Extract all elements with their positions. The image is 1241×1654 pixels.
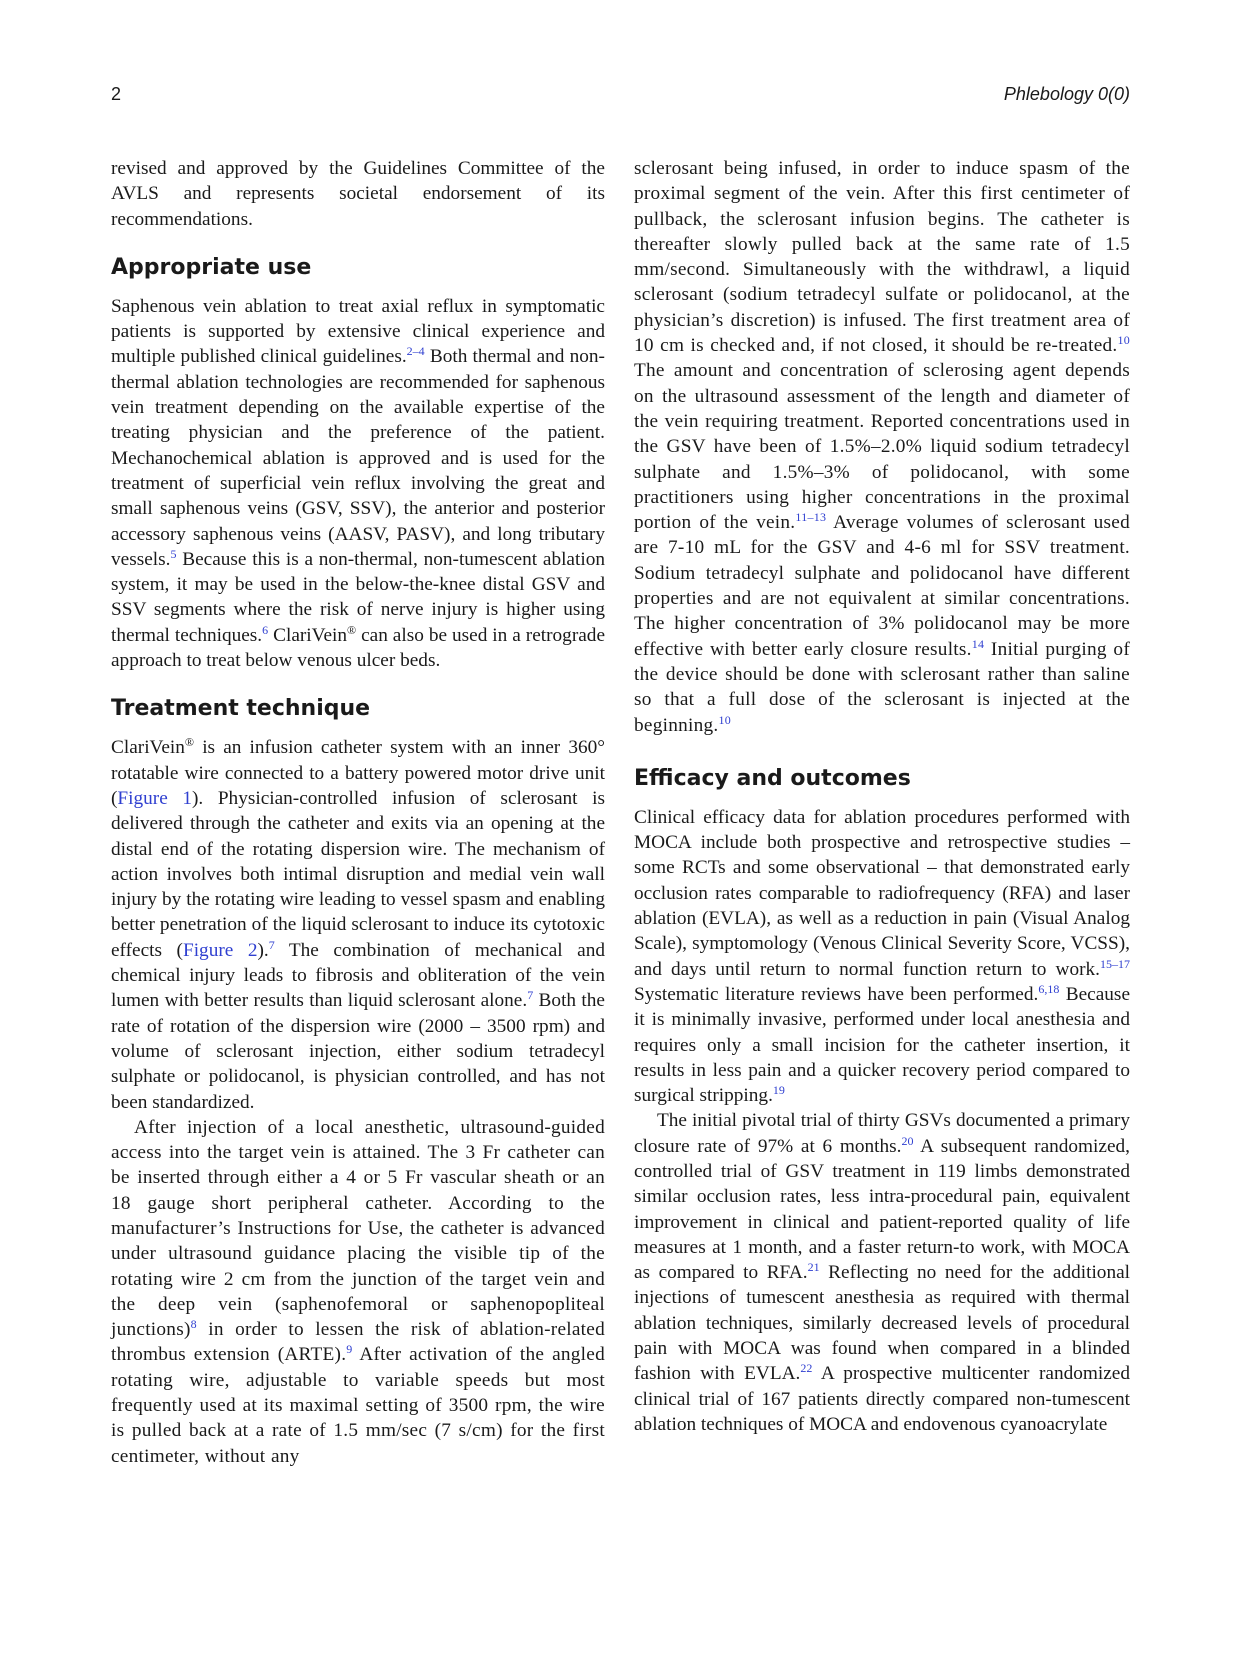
running-header xyxy=(111,84,1130,112)
citation-link[interactable]: 5 xyxy=(170,546,177,561)
section-heading-appropriate-use: Appropriate use xyxy=(111,254,312,280)
text-run: A subsequent randomized, controlled trial of GSV treatment in 119 limbs demonstrated similar occlusion rates, less intra-procedural pain, equivalent improvement in clinical and patient-reported quality of life measures at 1 month, and a faster return-to work, with MOCA as compared to RFA. xyxy=(634,1135,1130,1284)
text-run: Systematic literature reviews have been performed. xyxy=(634,983,1039,1005)
text-run: ClariVein xyxy=(268,624,347,646)
text-run: After injection of a local anesthetic, ultrasound-guided access into the target vein is attained. The 3 Fr catheter can be inserted through either a 4 or 5 Fr vascular sheath or an 18 gauge short peripheral catheter. According to the manufacturer’s Instructions for Use, the catheter is advanced under ultrasound guidance placing the visible tip of the rotating wire 2 cm from the junction of the target vein and the deep vein (saphenofemoral or saphenopopliteal junctions) xyxy=(111,1116,605,1341)
text-run: The amount and concentration of sclerosing agent depends on the ultrasound assessment of the length and diameter of the vein requiring treatment. Reported concentrations used in the GSV have been of 1.5%–2.0% liquid sodium tetradecyl sulphate and 1.5%–3% of polidocanol, with some practitioners using higher concentrations in the proximal portion of the vein. xyxy=(634,360,1130,534)
left-column xyxy=(111,156,605,1469)
citation-link[interactable]: 19 xyxy=(772,1083,785,1098)
citation-link[interactable]: 6,18 xyxy=(1038,981,1060,996)
citation-link[interactable]: 10 xyxy=(718,712,731,727)
registered-mark: ® xyxy=(347,622,357,637)
figure-link[interactable]: Figure 1 xyxy=(117,787,192,809)
citation-link[interactable]: 21 xyxy=(807,1260,820,1275)
registered-mark: ® xyxy=(184,735,195,750)
citation-link[interactable]: 7 xyxy=(527,988,534,1003)
section-heading-treatment-technique: Treatment technique xyxy=(111,696,371,722)
text-run: A prospective multicenter randomized clinical trial of 167 patients directly compared non-tumescent ablation techniques of MOCA and endovenous cyanoacrylate xyxy=(634,1363,1131,1435)
text-run: The combination of mechanical and chemical injury leads to fibrosis and obliteration of the vein lumen with better results than liquid sclerosant alone. xyxy=(111,939,605,1012)
text-run: Both thermal and non-thermal ablation technologies are recommended for saphenous vein treatment depending on the available expertise of the treating physician and the preference of the patient. Mechanochemical ablation is approved and is used for the treatment of superficial vein reflux involving the great and small saphenous veins (GSV, SSV), the anterior and posterior accessory saphenous veins (AASV, PASV), and long tributary vessels. xyxy=(111,346,605,570)
text-run: Reflecting no need for the additional injections of tumescent anesthesia as required with thermal ablation techniques, similarly decreased levels of procedural pain with MOCA was found when compared in a blinded fashion with EVLA. xyxy=(634,1262,1130,1385)
text-run: can also be used in a retrograde approach to treat below venous ulcer beds. xyxy=(111,624,606,672)
citation-link[interactable]: 6 xyxy=(262,622,269,637)
text-run: revised and approved by the Guidelines Committee of the AVLS and represents societal endorsement of its recommendations. xyxy=(111,158,605,230)
treatment-paragraph-2 xyxy=(111,1115,605,1469)
text-run: Because it is minimally invasive, performed under local anesthesia and requires only a small incision for the catheter insertion, it results in less pain and a quicker recovery period compared to surgical stripping. xyxy=(634,983,1130,1107)
citation-link[interactable]: 15–17 xyxy=(1100,956,1130,971)
right-column xyxy=(634,156,1130,1437)
efficacy-paragraph-1 xyxy=(634,805,1130,1109)
figure-link[interactable]: Figure 2 xyxy=(182,939,258,961)
intro-paragraph xyxy=(111,156,605,232)
text-run: After activation of the angled rotating wire, adjustable to variable speeds but most frequently used at its maximal setting of 3500 rpm, the wire is pulled back at a rate of 1.5 mm/sec (7 s/cm) for the first centimeter, without any xyxy=(111,1344,605,1467)
citation-link[interactable]: 22 xyxy=(800,1361,813,1376)
efficacy-paragraph-2 xyxy=(634,1108,1130,1437)
text-run: The initial pivotal trial of thirty GSVs documented a primary closure rate of 97% at 6 months. xyxy=(634,1110,1130,1157)
citation-link[interactable]: 2–4 xyxy=(406,344,425,359)
treatment-continued-paragraph xyxy=(634,156,1130,738)
citation-link[interactable]: 11–13 xyxy=(795,510,827,525)
citation-link[interactable]: 8 xyxy=(190,1317,197,1332)
text-run: Average volumes of sclerosant used are 7-10 mL for the GSV and 4-6 ml for SSV treatment. Sodium tetradecyl sulphate and polidocanol have different properties and are not equivalent at similar concentrations. The higher concentration of 3% polidocanol may be more effective with better early closure results. xyxy=(634,512,1131,660)
text-run: in order to lessen the risk of ablation-related thrombus extension (ARTE). xyxy=(111,1319,605,1366)
citation-link[interactable]: 10 xyxy=(1117,333,1130,348)
text-run: sclerosant being infused, in order to induce spasm of the proximal segment of the vein. After this first centimeter of pullback, the sclerosant infusion begins. The catheter is thereafter slowly pulled back at the same rate of 1.5 mm/second. Simultaneously with the withdrawl, a liquid sclerosant (sodium tetradecyl sulfate or polidocanol, at the physician’s discretion) is infused. The first treatment area of 10 cm is checked and, if not closed, it should be re-treated. xyxy=(634,158,1130,357)
text-run: Saphenous vein ablation to treat axial reflux in symptomatic patients is supported by extensive clinical experience and multiple published clinical guidelines. xyxy=(111,295,605,368)
citation-link[interactable]: 20 xyxy=(901,1133,914,1148)
page-number: 2 xyxy=(111,84,122,104)
text-run: ). Physician-controlled infusion of sclerosant is delivered through the catheter and exits via an opening at the distal end of the rotating dispersion wire. The mechanism of action involves both intimal disruption and medial vein wall injury by the rotating wire leading to vessel spasm and enabling better penetration of the liquid sclerosant to induce its cytotoxic effects ( xyxy=(111,787,605,961)
citation-link[interactable]: 9 xyxy=(346,1342,353,1357)
section-heading-efficacy-outcomes: Efficacy and outcomes xyxy=(634,765,911,791)
treatment-paragraph-1 xyxy=(111,735,605,1114)
text-run: Both the rate of rotation of the dispersion wire (2000 – 3500 rpm) and volume of sclerosant injection, either sodium tetradecyl sulphate or polidocanol, is physician controlled, and has not been standardized. xyxy=(111,990,605,1113)
text-run: Clinical efficacy data for ablation procedures performed with MOCA include both prospective and retrospective studies – some RCTs and some observational – that demonstrated early occlusion rates comparable to radiofrequency (RFA) and laser ablation (EVLA), as well as a reduction in pain (Visual Analog Scale), symptomology (Venous Clinical Severity Score, VCSS), and days until return to normal function return to work. xyxy=(634,806,1130,980)
journal-title: Phlebology 0(0) xyxy=(1003,84,1130,104)
text-run: is an infusion catheter system with an inner 360° rotatable wire connected to a battery powered motor drive unit ( xyxy=(111,737,605,809)
text-run: ClariVein xyxy=(111,737,185,759)
citation-link[interactable]: 7 xyxy=(268,937,275,952)
text-run: Initial purging of the device should be done with sclerosant rather than saline so that a full dose of the sclerosant is injected at the beginning. xyxy=(634,638,1130,736)
text-run: Because this is a non-thermal, non-tumescent ablation system, it may be used in the below-the-knee distal GSV and SSV segments where the risk of nerve injury is higher using thermal techniques. xyxy=(111,548,605,646)
citation-link[interactable]: 14 xyxy=(971,636,985,651)
text-run: ). xyxy=(257,939,269,961)
appropriate-use-paragraph xyxy=(111,294,605,673)
